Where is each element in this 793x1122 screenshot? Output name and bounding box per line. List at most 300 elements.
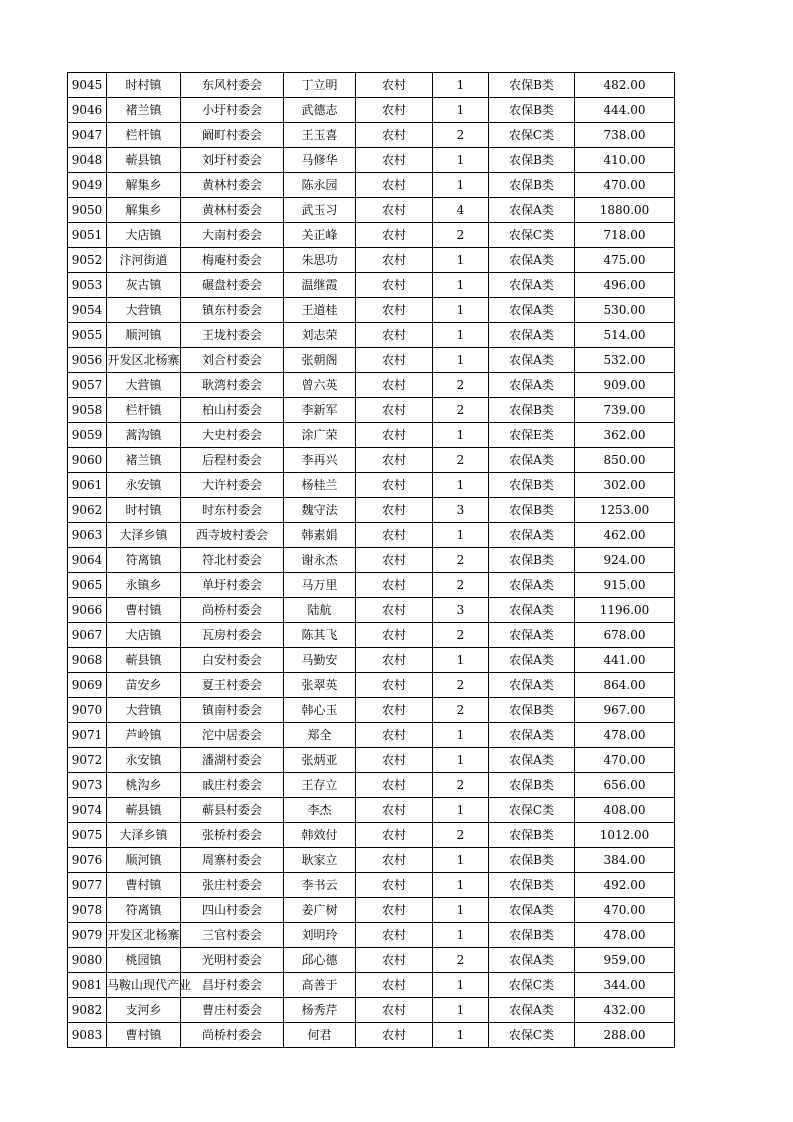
row-id-cell: 9049 [68, 173, 107, 198]
town-cell: 褚兰镇 [107, 98, 181, 123]
village-committee-cell: 潘湖村委会 [181, 748, 284, 773]
row-id-cell: 9072 [68, 748, 107, 773]
household-type-cell: 农村 [356, 198, 433, 223]
household-type-cell: 农村 [356, 498, 433, 523]
insurance-category-cell: 农保B类 [489, 173, 575, 198]
amount-cell: 432.00 [575, 998, 675, 1023]
member-count-cell: 1 [433, 873, 489, 898]
insurance-category-cell: 农保A类 [489, 523, 575, 548]
amount-cell: 482.00 [575, 73, 675, 98]
amount-cell: 384.00 [575, 848, 675, 873]
row-id-cell: 9045 [68, 73, 107, 98]
household-type-cell: 农村 [356, 248, 433, 273]
village-committee-cell: 镇东村委会 [181, 298, 284, 323]
row-id-cell: 9047 [68, 123, 107, 148]
name-cell: 陈永园 [284, 173, 356, 198]
insurance-category-cell: 农保A类 [489, 648, 575, 673]
member-count-cell: 2 [433, 398, 489, 423]
row-id-cell: 9064 [68, 548, 107, 573]
amount-cell: 470.00 [575, 173, 675, 198]
table-row [68, 473, 675, 498]
insurance-category-cell: 农保C类 [489, 1023, 575, 1048]
member-count-cell: 1 [433, 273, 489, 298]
name-cell: 高善于 [284, 973, 356, 998]
amount-cell: 362.00 [575, 423, 675, 448]
town-cell: 蕲县镇 [107, 648, 181, 673]
member-count-cell: 2 [433, 823, 489, 848]
amount-cell: 288.00 [575, 1023, 675, 1048]
name-cell: 温继霞 [284, 273, 356, 298]
table-row [68, 123, 675, 148]
row-id-cell: 9059 [68, 423, 107, 448]
name-cell: 李杰 [284, 798, 356, 823]
member-count-cell: 1 [433, 998, 489, 1023]
insurance-category-cell: 农保A类 [489, 748, 575, 773]
insurance-category-cell: 农保B类 [489, 473, 575, 498]
town-cell: 马鞍山现代产业 [107, 973, 181, 998]
village-committee-cell: 东风村委会 [181, 73, 284, 98]
row-id-cell: 9053 [68, 273, 107, 298]
row-id-cell: 9061 [68, 473, 107, 498]
town-cell: 苗安乡 [107, 673, 181, 698]
member-count-cell: 3 [433, 498, 489, 523]
town-cell: 蕲县镇 [107, 798, 181, 823]
town-cell: 桃园镇 [107, 948, 181, 973]
member-count-cell: 1 [433, 523, 489, 548]
village-committee-cell: 柏山村委会 [181, 398, 284, 423]
member-count-cell: 1 [433, 98, 489, 123]
village-committee-cell: 三官村委会 [181, 923, 284, 948]
table-body [68, 73, 675, 1048]
member-count-cell: 2 [433, 698, 489, 723]
table-row [68, 598, 675, 623]
name-cell: 武玉习 [284, 198, 356, 223]
amount-cell: 514.00 [575, 323, 675, 348]
name-cell: 陆航 [284, 598, 356, 623]
household-type-cell: 农村 [356, 398, 433, 423]
insurance-category-cell: 农保C类 [489, 973, 575, 998]
member-count-cell: 1 [433, 898, 489, 923]
village-committee-cell: 尚桥村委会 [181, 598, 284, 623]
town-cell: 大营镇 [107, 373, 181, 398]
village-committee-cell: 白安村委会 [181, 648, 284, 673]
member-count-cell: 1 [433, 1023, 489, 1048]
amount-cell: 444.00 [575, 98, 675, 123]
table-row [68, 223, 675, 248]
village-committee-cell: 张桥村委会 [181, 823, 284, 848]
insurance-category-cell: 农保B类 [489, 148, 575, 173]
household-type-cell: 农村 [356, 698, 433, 723]
town-cell: 支河乡 [107, 998, 181, 1023]
insurance-category-cell: 农保B类 [489, 823, 575, 848]
row-id-cell: 9050 [68, 198, 107, 223]
name-cell: 武德志 [284, 98, 356, 123]
amount-cell: 302.00 [575, 473, 675, 498]
village-committee-cell: 大南村委会 [181, 223, 284, 248]
village-committee-cell: 时东村委会 [181, 498, 284, 523]
village-committee-cell: 大许村委会 [181, 473, 284, 498]
name-cell: 陈其飞 [284, 623, 356, 648]
household-type-cell: 农村 [356, 823, 433, 848]
amount-cell: 718.00 [575, 223, 675, 248]
name-cell: 张朝阁 [284, 348, 356, 373]
town-cell: 芦岭镇 [107, 723, 181, 748]
household-type-cell: 农村 [356, 873, 433, 898]
household-type-cell: 农村 [356, 898, 433, 923]
town-cell: 灰古镇 [107, 273, 181, 298]
town-cell: 曹村镇 [107, 1023, 181, 1048]
amount-cell: 462.00 [575, 523, 675, 548]
town-cell: 永安镇 [107, 748, 181, 773]
amount-cell: 470.00 [575, 898, 675, 923]
village-committee-cell: 小圩村委会 [181, 98, 284, 123]
town-cell: 永安镇 [107, 473, 181, 498]
name-cell: 魏守法 [284, 498, 356, 523]
member-count-cell: 1 [433, 923, 489, 948]
row-id-cell: 9075 [68, 823, 107, 848]
town-cell: 大泽乡镇 [107, 823, 181, 848]
amount-cell: 492.00 [575, 873, 675, 898]
household-type-cell: 农村 [356, 473, 433, 498]
row-id-cell: 9055 [68, 323, 107, 348]
amount-cell: 532.00 [575, 348, 675, 373]
table-row [68, 723, 675, 748]
household-type-cell: 农村 [356, 948, 433, 973]
amount-cell: 408.00 [575, 798, 675, 823]
town-cell: 开发区北杨寨 [107, 923, 181, 948]
name-cell: 丁立明 [284, 73, 356, 98]
name-cell: 韩效付 [284, 823, 356, 848]
insurance-category-cell: 农保A类 [489, 273, 575, 298]
insurance-category-cell: 农保A类 [489, 248, 575, 273]
row-id-cell: 9067 [68, 623, 107, 648]
household-type-cell: 农村 [356, 798, 433, 823]
member-count-cell: 1 [433, 248, 489, 273]
household-type-cell: 农村 [356, 998, 433, 1023]
amount-cell: 678.00 [575, 623, 675, 648]
amount-cell: 475.00 [575, 248, 675, 273]
member-count-cell: 2 [433, 123, 489, 148]
table-row [68, 498, 675, 523]
amount-cell: 470.00 [575, 748, 675, 773]
name-cell: 刘明玲 [284, 923, 356, 948]
town-cell: 大营镇 [107, 298, 181, 323]
row-id-cell: 9083 [68, 1023, 107, 1048]
name-cell: 刘志荣 [284, 323, 356, 348]
town-cell: 大营镇 [107, 698, 181, 723]
name-cell: 邱心德 [284, 948, 356, 973]
insurance-category-cell: 农保B类 [489, 498, 575, 523]
village-committee-cell: 符北村委会 [181, 548, 284, 573]
town-cell: 时村镇 [107, 73, 181, 98]
member-count-cell: 1 [433, 148, 489, 173]
member-count-cell: 1 [433, 723, 489, 748]
name-cell: 郑全 [284, 723, 356, 748]
amount-cell: 1253.00 [575, 498, 675, 523]
table-row [68, 423, 675, 448]
village-committee-cell: 镇南村委会 [181, 698, 284, 723]
row-id-cell: 9073 [68, 773, 107, 798]
town-cell: 符离镇 [107, 898, 181, 923]
name-cell: 杨秀芹 [284, 998, 356, 1023]
row-id-cell: 9060 [68, 448, 107, 473]
table-row [68, 773, 675, 798]
town-cell: 时村镇 [107, 498, 181, 523]
row-id-cell: 9081 [68, 973, 107, 998]
insurance-category-cell: 农保B类 [489, 873, 575, 898]
member-count-cell: 2 [433, 773, 489, 798]
insurance-category-cell: 农保A类 [489, 448, 575, 473]
name-cell: 曾六英 [284, 373, 356, 398]
household-type-cell: 农村 [356, 273, 433, 298]
town-cell: 曹村镇 [107, 873, 181, 898]
table-row [68, 348, 675, 373]
table-row [68, 948, 675, 973]
town-cell: 蕲县镇 [107, 148, 181, 173]
amount-cell: 441.00 [575, 648, 675, 673]
village-committee-cell: 大史村委会 [181, 423, 284, 448]
household-type-cell: 农村 [356, 648, 433, 673]
household-type-cell: 农村 [356, 673, 433, 698]
village-committee-cell: 黄林村委会 [181, 198, 284, 223]
row-id-cell: 9062 [68, 498, 107, 523]
name-cell: 韩素娟 [284, 523, 356, 548]
amount-cell: 656.00 [575, 773, 675, 798]
table-row [68, 298, 675, 323]
amount-cell: 478.00 [575, 923, 675, 948]
town-cell: 解集乡 [107, 173, 181, 198]
row-id-cell: 9071 [68, 723, 107, 748]
name-cell: 马万里 [284, 573, 356, 598]
village-committee-cell: 光明村委会 [181, 948, 284, 973]
town-cell: 符离镇 [107, 548, 181, 573]
household-type-cell: 农村 [356, 748, 433, 773]
town-cell: 开发区北杨寨 [107, 348, 181, 373]
insurance-category-cell: 农保B类 [489, 98, 575, 123]
town-cell: 褚兰镇 [107, 448, 181, 473]
row-id-cell: 9046 [68, 98, 107, 123]
household-type-cell: 农村 [356, 523, 433, 548]
member-count-cell: 1 [433, 423, 489, 448]
town-cell: 大店镇 [107, 623, 181, 648]
member-count-cell: 1 [433, 973, 489, 998]
name-cell: 张翠英 [284, 673, 356, 698]
member-count-cell: 4 [433, 198, 489, 223]
data-table [67, 72, 675, 1048]
insurance-category-cell: 农保A类 [489, 373, 575, 398]
row-id-cell: 9080 [68, 948, 107, 973]
town-cell: 蒿沟镇 [107, 423, 181, 448]
village-committee-cell: 尚桥村委会 [181, 1023, 284, 1048]
amount-cell: 478.00 [575, 723, 675, 748]
amount-cell: 967.00 [575, 698, 675, 723]
name-cell: 马修华 [284, 148, 356, 173]
insurance-category-cell: 农保A类 [489, 673, 575, 698]
name-cell: 李新军 [284, 398, 356, 423]
row-id-cell: 9063 [68, 523, 107, 548]
village-committee-cell: 四山村委会 [181, 898, 284, 923]
town-cell: 永镇乡 [107, 573, 181, 598]
household-type-cell: 农村 [356, 98, 433, 123]
table-row [68, 523, 675, 548]
row-id-cell: 9048 [68, 148, 107, 173]
insurance-category-cell: 农保A类 [489, 573, 575, 598]
row-id-cell: 9058 [68, 398, 107, 423]
table-row [68, 448, 675, 473]
table-row [68, 648, 675, 673]
household-type-cell: 农村 [356, 298, 433, 323]
table-row [68, 73, 675, 98]
table-row [68, 748, 675, 773]
table-row [68, 898, 675, 923]
household-type-cell: 农村 [356, 323, 433, 348]
table-row [68, 98, 675, 123]
table-row [68, 998, 675, 1023]
household-type-cell: 农村 [356, 123, 433, 148]
village-committee-cell: 昌圩村委会 [181, 973, 284, 998]
amount-cell: 909.00 [575, 373, 675, 398]
village-committee-cell: 梅庵村委会 [181, 248, 284, 273]
village-committee-cell: 刘圩村委会 [181, 148, 284, 173]
row-id-cell: 9070 [68, 698, 107, 723]
table-row [68, 798, 675, 823]
row-id-cell: 9082 [68, 998, 107, 1023]
row-id-cell: 9066 [68, 598, 107, 623]
table-row [68, 398, 675, 423]
name-cell: 马勤安 [284, 648, 356, 673]
village-committee-cell: 戚庄村委会 [181, 773, 284, 798]
household-type-cell: 农村 [356, 773, 433, 798]
member-count-cell: 2 [433, 573, 489, 598]
row-id-cell: 9076 [68, 848, 107, 873]
name-cell: 王玉喜 [284, 123, 356, 148]
amount-cell: 924.00 [575, 548, 675, 573]
amount-cell: 1196.00 [575, 598, 675, 623]
household-type-cell: 农村 [356, 848, 433, 873]
name-cell: 韩心玉 [284, 698, 356, 723]
town-cell: 大店镇 [107, 223, 181, 248]
name-cell: 王道桂 [284, 298, 356, 323]
member-count-cell: 1 [433, 73, 489, 98]
member-count-cell: 1 [433, 298, 489, 323]
name-cell: 张炳亚 [284, 748, 356, 773]
insurance-category-cell: 农保C类 [489, 223, 575, 248]
insurance-category-cell: 农保C类 [489, 123, 575, 148]
name-cell: 李书云 [284, 873, 356, 898]
member-count-cell: 2 [433, 948, 489, 973]
insurance-category-cell: 农保A类 [489, 723, 575, 748]
member-count-cell: 1 [433, 748, 489, 773]
row-id-cell: 9052 [68, 248, 107, 273]
row-id-cell: 9074 [68, 798, 107, 823]
name-cell: 朱思功 [284, 248, 356, 273]
member-count-cell: 1 [433, 323, 489, 348]
name-cell: 何君 [284, 1023, 356, 1048]
member-count-cell: 2 [433, 673, 489, 698]
household-type-cell: 农村 [356, 973, 433, 998]
table-row [68, 573, 675, 598]
amount-cell: 496.00 [575, 273, 675, 298]
village-committee-cell: 夏王村委会 [181, 673, 284, 698]
amount-cell: 915.00 [575, 573, 675, 598]
town-cell: 桃沟乡 [107, 773, 181, 798]
table-row [68, 873, 675, 898]
household-type-cell: 农村 [356, 223, 433, 248]
insurance-category-cell: 农保B类 [489, 923, 575, 948]
table-row [68, 173, 675, 198]
member-count-cell: 2 [433, 223, 489, 248]
insurance-category-cell: 农保B类 [489, 73, 575, 98]
village-committee-cell: 张庄村委会 [181, 873, 284, 898]
household-type-cell: 农村 [356, 448, 433, 473]
town-cell: 大泽乡镇 [107, 523, 181, 548]
table-row [68, 248, 675, 273]
village-committee-cell: 蕲县村委会 [181, 798, 284, 823]
table-row [68, 373, 675, 398]
insurance-category-cell: 农保B类 [489, 848, 575, 873]
amount-cell: 1012.00 [575, 823, 675, 848]
table-row [68, 273, 675, 298]
name-cell: 关正峰 [284, 223, 356, 248]
village-committee-cell: 沱中居委会 [181, 723, 284, 748]
table-row [68, 623, 675, 648]
table-row [68, 198, 675, 223]
amount-cell: 959.00 [575, 948, 675, 973]
table-row [68, 548, 675, 573]
member-count-cell: 1 [433, 473, 489, 498]
row-id-cell: 9069 [68, 673, 107, 698]
insurance-category-cell: 农保A类 [489, 298, 575, 323]
member-count-cell: 2 [433, 548, 489, 573]
insurance-category-cell: 农保B类 [489, 698, 575, 723]
table-row [68, 848, 675, 873]
household-type-cell: 农村 [356, 573, 433, 598]
household-type-cell: 农村 [356, 148, 433, 173]
row-id-cell: 9057 [68, 373, 107, 398]
table-row [68, 973, 675, 998]
household-type-cell: 农村 [356, 723, 433, 748]
village-committee-cell: 单圩村委会 [181, 573, 284, 598]
town-cell: 顺河镇 [107, 323, 181, 348]
name-cell: 耿家立 [284, 848, 356, 873]
insurance-category-cell: 农保B类 [489, 548, 575, 573]
village-committee-cell: 碾盘村委会 [181, 273, 284, 298]
village-committee-cell: 瓦房村委会 [181, 623, 284, 648]
name-cell: 姜广树 [284, 898, 356, 923]
insurance-category-cell: 农保A类 [489, 898, 575, 923]
insurance-category-cell: 农保C类 [489, 798, 575, 823]
row-id-cell: 9054 [68, 298, 107, 323]
insurance-category-cell: 农保A类 [489, 198, 575, 223]
household-type-cell: 农村 [356, 373, 433, 398]
village-committee-cell: 王垅村委会 [181, 323, 284, 348]
town-cell: 栏杆镇 [107, 398, 181, 423]
amount-cell: 739.00 [575, 398, 675, 423]
member-count-cell: 1 [433, 648, 489, 673]
town-cell: 解集乡 [107, 198, 181, 223]
household-type-cell: 农村 [356, 423, 433, 448]
member-count-cell: 2 [433, 373, 489, 398]
household-type-cell: 农村 [356, 548, 433, 573]
household-type-cell: 农村 [356, 598, 433, 623]
village-committee-cell: 刘合村委会 [181, 348, 284, 373]
member-count-cell: 1 [433, 798, 489, 823]
village-committee-cell: 阚町村委会 [181, 123, 284, 148]
amount-cell: 864.00 [575, 673, 675, 698]
table-row [68, 823, 675, 848]
member-count-cell: 1 [433, 173, 489, 198]
name-cell: 涂广荣 [284, 423, 356, 448]
